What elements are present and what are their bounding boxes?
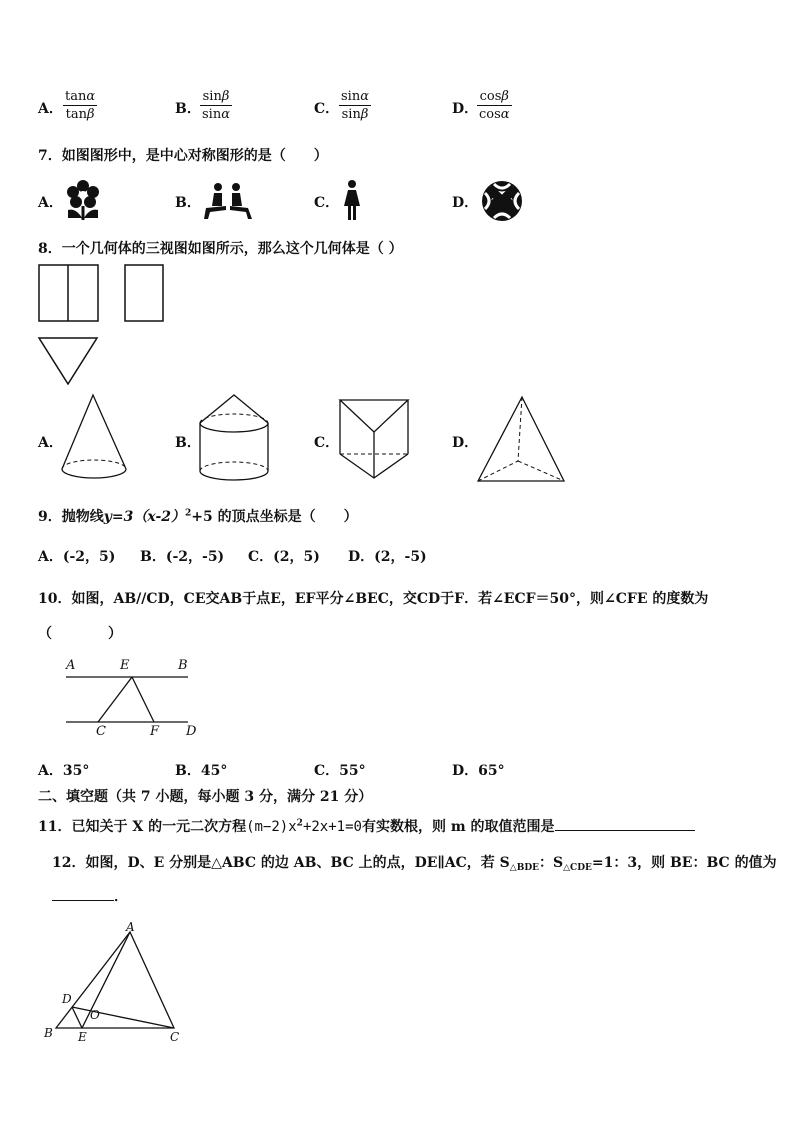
q12-answer-line: ． bbox=[52, 886, 128, 906]
q6-option-a-label: A． bbox=[38, 101, 63, 117]
q8-option-c-label: C． bbox=[314, 435, 340, 451]
answer-blank[interactable] bbox=[52, 900, 114, 901]
q7-option-d-label: D． bbox=[452, 195, 479, 211]
q10-option-d: D．65° bbox=[452, 763, 505, 779]
q6-option-a-fraction bbox=[63, 88, 97, 123]
q12-figure bbox=[44, 920, 184, 1046]
q10-option-b: B．45° bbox=[175, 763, 228, 779]
q7-option-a-label: A． bbox=[38, 195, 63, 211]
point-e-label: E bbox=[120, 658, 130, 673]
fraction-denominator: sinα bbox=[202, 107, 230, 122]
top-view-figure bbox=[38, 336, 100, 388]
answer-blank[interactable] bbox=[555, 830, 695, 831]
fraction-numerator: sinβ bbox=[200, 88, 232, 106]
q10-figure bbox=[58, 656, 218, 744]
point-c-label: C bbox=[96, 724, 106, 739]
q8-question: 8．一个几何体的三视图如图所示，那么这个几何体是（ ） bbox=[38, 241, 403, 257]
q8-option-d-label: D． bbox=[452, 435, 479, 451]
q8-option-b-label: B． bbox=[175, 435, 201, 451]
q7-option-b-label: B． bbox=[175, 195, 201, 211]
q10-option-a: A．35° bbox=[38, 763, 90, 779]
q9-option-d: D．(2，-5) bbox=[348, 549, 427, 565]
point-d-label: D bbox=[62, 992, 72, 1006]
q7-option-c-label: C． bbox=[314, 195, 340, 211]
point-f-label: F bbox=[150, 724, 160, 739]
fraction-numerator: sinα bbox=[341, 89, 369, 104]
q7-question: 7．如图图形中，是中心对称图形的是（ ） bbox=[38, 148, 328, 164]
q9-question: 9．抛物线$y=3(x-2)^2+5$ 的顶点坐标是（ ） bbox=[38, 508, 358, 525]
fraction-numerator: cosβ bbox=[477, 88, 512, 106]
q6-option-c-fraction bbox=[339, 88, 371, 123]
triangular-prism-figure bbox=[338, 398, 410, 482]
fraction-denominator: tanβ bbox=[65, 107, 95, 122]
woman-icon bbox=[343, 180, 361, 220]
fraction-denominator: sinβ bbox=[341, 107, 369, 122]
point-o-label: O bbox=[90, 1008, 100, 1022]
triangular-pyramid-figure bbox=[476, 395, 568, 485]
fraction-numerator: tanα bbox=[65, 89, 96, 104]
q6-option-c-label: C． bbox=[314, 101, 340, 117]
front-view-figure bbox=[38, 264, 100, 324]
ball-x-icon bbox=[481, 180, 523, 222]
point-d-label: D bbox=[186, 724, 197, 739]
q6-option-d-fraction bbox=[477, 88, 512, 123]
point-a-label: A bbox=[126, 920, 135, 934]
triangle-abc-figure bbox=[44, 924, 184, 1046]
q6-option-d-label: D． bbox=[452, 101, 479, 117]
cylinder-with-cone-figure bbox=[198, 393, 272, 485]
section-title: 二、填空题（共 7 小题，每小题 3 分，满分 21 分） bbox=[38, 789, 373, 805]
point-e-label: E bbox=[78, 1030, 87, 1044]
cone-figure bbox=[60, 393, 130, 485]
two-people-sitting-icon bbox=[204, 182, 252, 220]
q9-option-b: B．(-2，-5) bbox=[140, 549, 225, 565]
q6-option-b-fraction bbox=[200, 88, 232, 123]
q11-question: 11．已知关于 X 的一元二次方程$(m-2)x^2+2x+1=0$有实数根，则 m 的取值范围是 bbox=[38, 816, 695, 836]
point-a-label: A bbox=[66, 658, 76, 673]
point-b-label: B bbox=[44, 1026, 53, 1040]
point-b-label: B bbox=[178, 658, 188, 673]
q10-question: 10．如图，AB//CD，CE交AB于点E，EF平分∠BEC，交CD于F．若∠ECF＝50°，则∠CFE 的度数为 bbox=[38, 591, 709, 607]
q8-option-a-label: A． bbox=[38, 435, 63, 451]
q6-option-b-label: B． bbox=[175, 101, 201, 117]
q9-option-c: C．(2，5) bbox=[248, 549, 320, 565]
point-c-label: C bbox=[170, 1030, 180, 1044]
q9-option-a: A．(-2，5) bbox=[38, 549, 116, 565]
flower-icon bbox=[64, 180, 102, 220]
side-view-figure bbox=[124, 264, 166, 324]
fraction-denominator: cosα bbox=[479, 107, 510, 122]
q10-option-c: C．55° bbox=[314, 763, 366, 779]
q10-paren: （ ） bbox=[38, 626, 122, 642]
q12-question: 12．如图，D、E 分别是△ABC 的边 AB、BC 上的点，DE∥AC，若 $S_{\triangle BDE}$：$S_{\triangle CDE}=1$：3，则 BE：BC 的值为 bbox=[52, 855, 777, 873]
